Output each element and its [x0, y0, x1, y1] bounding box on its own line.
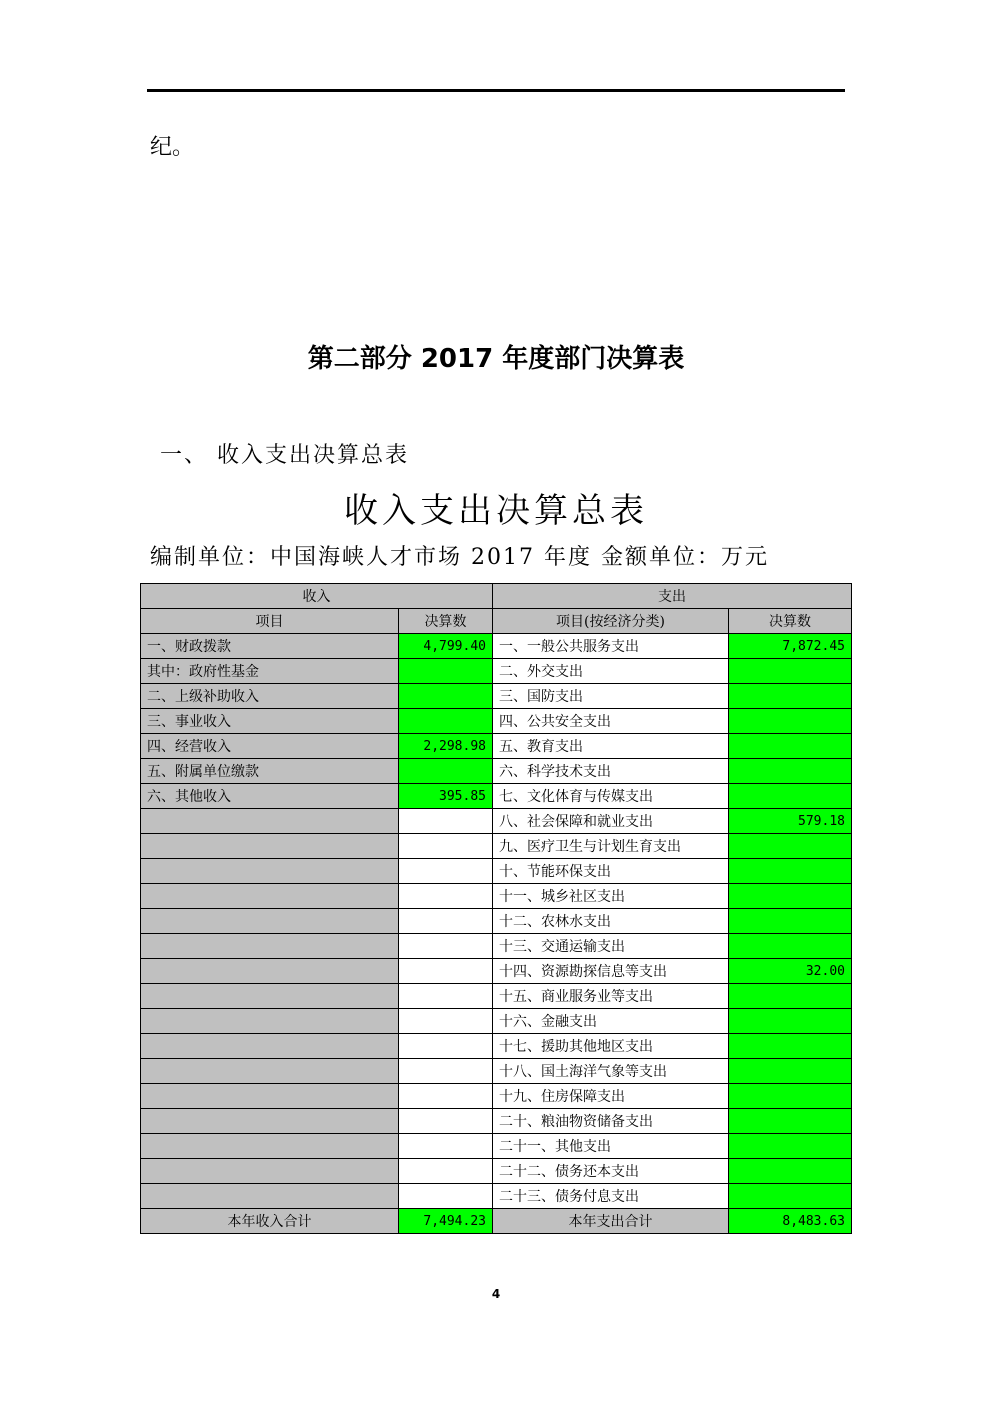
income-item-cell: [141, 1034, 399, 1059]
table-row: [141, 759, 852, 784]
header-rule: [147, 89, 845, 92]
section-title: 第二部分 2017 年度部门决算表: [307, 344, 685, 374]
expense-item-cell: 八、社会保障和就业支出: [493, 809, 729, 834]
income-item-cell: 三、事业收入: [141, 709, 399, 734]
expense-value-cell: [729, 1184, 852, 1209]
expense-item-cell: 四、公共安全支出: [493, 709, 729, 734]
table-row: [141, 659, 852, 684]
table-row: [141, 1134, 852, 1159]
expense-value-cell: [729, 1009, 852, 1034]
income-item-cell: 其中：政府性基金: [141, 659, 399, 684]
expense-value-cell: [729, 1134, 852, 1159]
expense-value-cell: [729, 709, 852, 734]
income-item-cell: [141, 1084, 399, 1109]
income-item-cell: [141, 1109, 399, 1134]
income-item-cell: 五、附属单位缴款: [141, 759, 399, 784]
expense-item-cell: 十五、商业服务业等支出: [493, 984, 729, 1009]
continuation-text: 纪。: [150, 135, 195, 160]
income-item-cell: [141, 859, 399, 884]
expense-item-cell: 二十、粮油物资储备支出: [493, 1109, 729, 1134]
income-value-cell: [399, 709, 493, 734]
expense-item-cell: 十二、农林水支出: [493, 909, 729, 934]
expense-value-cell: [729, 684, 852, 709]
expense-value-cell: [729, 884, 852, 909]
total-expense-label: 本年支出合计: [493, 1209, 729, 1234]
expense-value-cell: 7,872.45: [729, 634, 852, 659]
expense-item-cell: 十三、交通运输支出: [493, 934, 729, 959]
col-item-header: 项目: [141, 609, 399, 634]
col-expense-amount-header: 决算数: [729, 609, 852, 634]
expense-item-cell: 十九、住房保障支出: [493, 1084, 729, 1109]
income-value-cell: [399, 834, 493, 859]
table-row: [141, 984, 852, 1009]
income-value-cell: [399, 684, 493, 709]
income-item-cell: 一、财政拨款: [141, 634, 399, 659]
expense-item-cell: 十一、城乡社区支出: [493, 884, 729, 909]
income-header: 收入: [141, 584, 493, 609]
table-row: [141, 1059, 852, 1084]
expense-item-cell: 十八、国土海洋气象等支出: [493, 1059, 729, 1084]
income-item-cell: [141, 1009, 399, 1034]
income-value-cell: [399, 1034, 493, 1059]
table-row: [141, 684, 852, 709]
income-item-cell: [141, 1159, 399, 1184]
expense-value-cell: 32.00: [729, 959, 852, 984]
page-number: 4: [491, 1287, 501, 1301]
expense-item-cell: 二十二、债务还本支出: [493, 1159, 729, 1184]
income-value-cell: [399, 809, 493, 834]
income-value-cell: [399, 1009, 493, 1034]
expense-item-cell: 六、科学技术支出: [493, 759, 729, 784]
expense-value-cell: [729, 834, 852, 859]
table-row: [141, 884, 852, 909]
income-value-cell: [399, 884, 493, 909]
income-value-cell: [399, 1184, 493, 1209]
table-row: [141, 734, 852, 759]
table-row: [141, 1109, 852, 1134]
expense-item-cell: 七、文化体育与传媒支出: [493, 784, 729, 809]
income-value-cell: 4,799.40: [399, 634, 493, 659]
income-value-cell: [399, 1109, 493, 1134]
income-value-cell: [399, 1059, 493, 1084]
income-value-cell: [399, 1084, 493, 1109]
expense-value-cell: [729, 659, 852, 684]
income-value-cell: [399, 1159, 493, 1184]
table-row: [141, 1159, 852, 1184]
income-item-cell: [141, 884, 399, 909]
expense-item-cell: 二十三、债务付息支出: [493, 1184, 729, 1209]
table-row: [141, 1084, 852, 1109]
income-item-cell: [141, 984, 399, 1009]
income-expense-table: [140, 583, 852, 1234]
expense-value-cell: [729, 1084, 852, 1109]
income-item-cell: [141, 909, 399, 934]
expense-value-cell: [729, 1159, 852, 1184]
total-income-value: 7,494.23: [399, 1209, 493, 1234]
table-row: [141, 1009, 852, 1034]
table-row: [141, 809, 852, 834]
table-row: [141, 859, 852, 884]
expense-item-cell: 十六、金融支出: [493, 1009, 729, 1034]
expense-item-cell: 十、节能环保支出: [493, 859, 729, 884]
income-value-cell: [399, 959, 493, 984]
income-value-cell: 2,298.98: [399, 734, 493, 759]
income-item-cell: [141, 834, 399, 859]
total-income-label: 本年收入合计: [141, 1209, 399, 1234]
income-value-cell: [399, 1134, 493, 1159]
income-item-cell: [141, 1059, 399, 1084]
expense-item-cell: 二、外交支出: [493, 659, 729, 684]
expense-value-cell: [729, 909, 852, 934]
expense-value-cell: 579.18: [729, 809, 852, 834]
table-row: [141, 834, 852, 859]
income-item-cell: 六、其他收入: [141, 784, 399, 809]
income-item-cell: [141, 809, 399, 834]
income-value-cell: [399, 859, 493, 884]
income-item-cell: [141, 1184, 399, 1209]
income-item-cell: 二、上级补助收入: [141, 684, 399, 709]
table-row: [141, 934, 852, 959]
expense-item-cell: 一、一般公共服务支出: [493, 634, 729, 659]
table-row: [141, 784, 852, 809]
expense-value-cell: [729, 1059, 852, 1084]
income-item-cell: [141, 959, 399, 984]
income-item-cell: 四、经营收入: [141, 734, 399, 759]
unit-line: 编制单位：中国海峡人才市场 2017 年度 金额单位：万元: [150, 545, 769, 570]
income-value-cell: [399, 659, 493, 684]
income-value-cell: 395.85: [399, 784, 493, 809]
table-row: [141, 1034, 852, 1059]
table-row: [141, 634, 852, 659]
income-item-cell: [141, 934, 399, 959]
col-amount-header: 决算数: [399, 609, 493, 634]
table-row: [141, 709, 852, 734]
expense-value-cell: [729, 984, 852, 1009]
subsection-title: 一、 收入支出决算总表: [160, 443, 409, 468]
expense-value-cell: [729, 759, 852, 784]
expense-item-cell: 十七、援助其他地区支出: [493, 1034, 729, 1059]
income-value-cell: [399, 934, 493, 959]
expense-item-cell: 五、教育支出: [493, 734, 729, 759]
income-value-cell: [399, 984, 493, 1009]
income-item-cell: [141, 1134, 399, 1159]
col-expense-item-header: 项目(按经济分类): [493, 609, 729, 634]
expense-header: 支出: [493, 584, 852, 609]
expense-value-cell: [729, 859, 852, 884]
expense-item-cell: 三、国防支出: [493, 684, 729, 709]
table-row: [141, 909, 852, 934]
expense-item-cell: 二十一、其他支出: [493, 1134, 729, 1159]
expense-value-cell: [729, 934, 852, 959]
expense-value-cell: [729, 784, 852, 809]
expense-item-cell: 九、医疗卫生与计划生育支出: [493, 834, 729, 859]
income-value-cell: [399, 909, 493, 934]
total-expense-value: 8,483.63: [729, 1209, 852, 1234]
income-value-cell: [399, 759, 493, 784]
expense-item-cell: 十四、资源勘探信息等支出: [493, 959, 729, 984]
table-row: [141, 1184, 852, 1209]
expense-value-cell: [729, 1034, 852, 1059]
expense-value-cell: [729, 1109, 852, 1134]
table-row: [141, 959, 852, 984]
table-title: 收入支出决算总表: [344, 491, 648, 531]
expense-value-cell: [729, 734, 852, 759]
